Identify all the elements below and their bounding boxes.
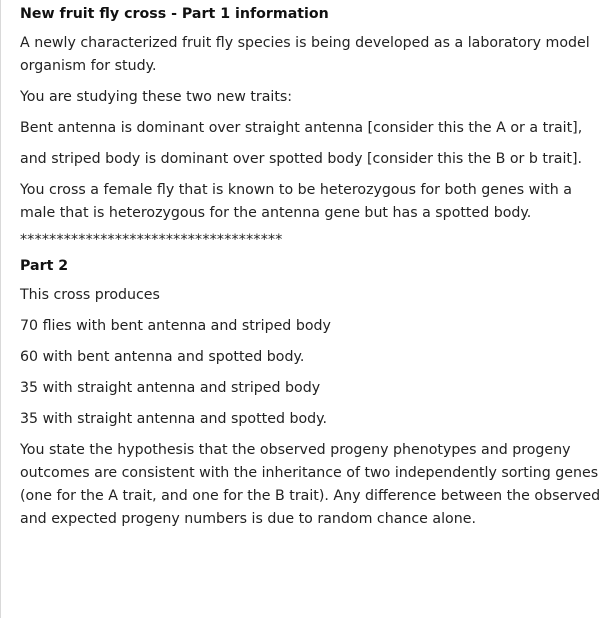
- part1-paragraph-intro: A newly characterized fruit fly species is being developed as a laboratory model organism for study.: [20, 35, 590, 74]
- part2-title: Part 2: [20, 258, 69, 274]
- part1-paragraph-cross: You cross a female fly that is known to be heterozygous for both genes with a male that is heterozygous for the antenna gene but has a spotted body.: [20, 182, 572, 221]
- part2-paragraph-hypothesis: You state the hypothesis that the observed progeny phenotypes and progeny outcomes are consistent with the inheritance of two independently sorting genes (one for the A trait, and one for the B trait). Any difference between the observed and expected progeny numbers is due to random chance alone.: [20, 442, 601, 527]
- part2-progeny-straight-striped: 35 with straight antenna and striped body: [20, 380, 321, 396]
- part1-paragraph-antenna-trait: Bent antenna is dominant over straight antenna [consider this the A or a trait],: [20, 120, 583, 136]
- part2-progeny-bent-spotted: 60 with bent antenna and spotted body.: [20, 349, 305, 365]
- part2-progeny-straight-spotted: 35 with straight antenna and spotted body.: [20, 411, 328, 427]
- part1-paragraph-body-trait: and striped body is dominant over spotted body [consider this the B or b trait].: [20, 151, 583, 167]
- part1-paragraph-traits-lead: You are studying these two new traits:: [20, 89, 293, 105]
- part2-progeny-bent-striped: 70 flies with bent antenna and striped body: [20, 318, 331, 334]
- question-content: [20, 4, 605, 539]
- part1-title: New fruit fly cross - Part 1 information: [20, 6, 329, 22]
- part2-paragraph-produces: This cross produces: [20, 287, 160, 303]
- section-separator: ************************************: [20, 233, 283, 247]
